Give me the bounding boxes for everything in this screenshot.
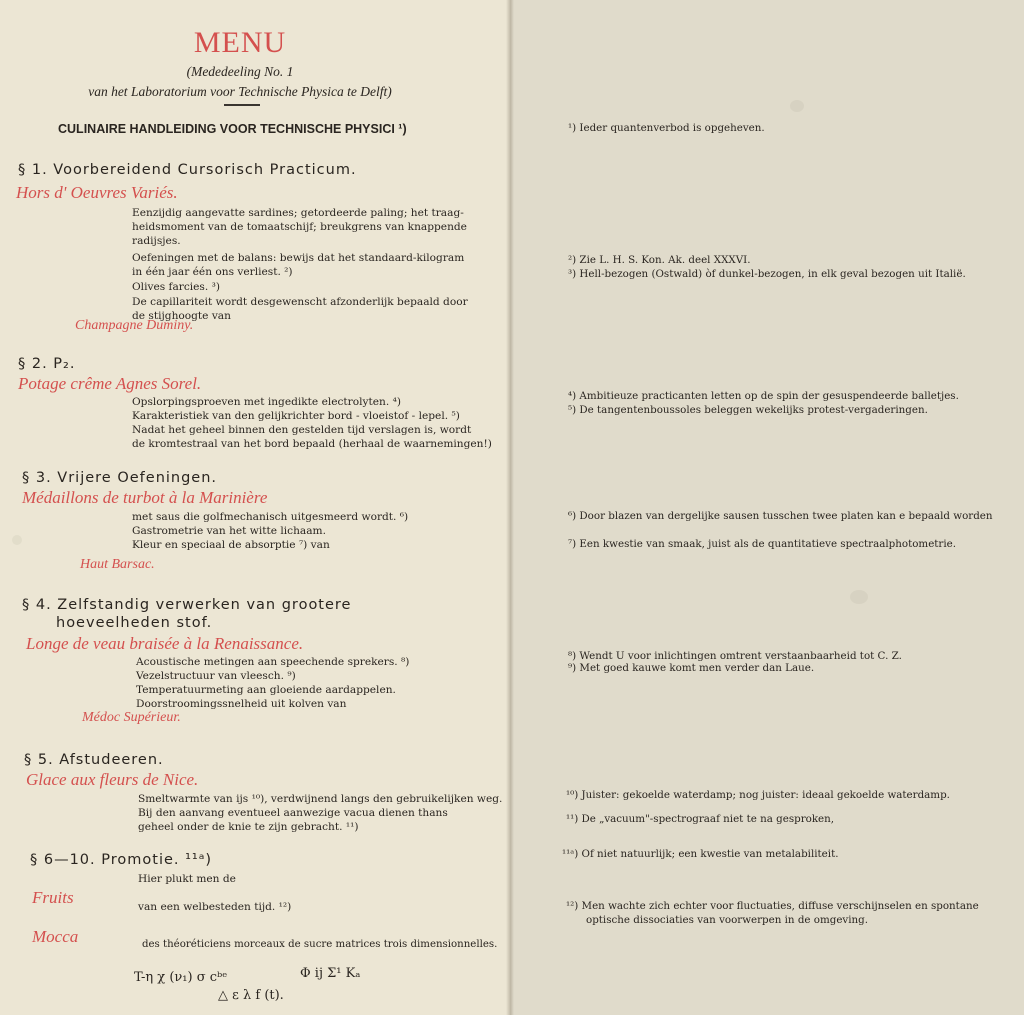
- section-1-heading: § 1. Voorbereidend Cursorisch Practicum.: [18, 162, 357, 178]
- section-4-dish: Longe de veau braisée à la Renaissance.: [26, 634, 304, 653]
- section-6-heading: § 6—10. Promotie. ¹¹ᵃ): [30, 852, 213, 868]
- text-line: Bij den aanvang eventueel aanwezige vacua dienen thans: [138, 807, 448, 819]
- footnote-7: ⁷) Een kwestie van smaak, juist als de quantitatieve spectraalphotometrie.: [568, 538, 957, 550]
- text-line: Nadat het geheel binnen den gestelden tijd verslagen is, wordt: [132, 424, 472, 436]
- footnote-8: ⁸) Wendt U voor inlichtingen omtrent verstaanbaarheid tot C. Z.: [568, 650, 902, 662]
- title-divider: [224, 104, 260, 106]
- menu-subtitle-line1: (Mededeeling No. 1: [186, 64, 294, 79]
- page-fold: [506, 0, 514, 1015]
- section-2-heading: § 2. P₂.: [18, 356, 76, 372]
- section-5-dish: Glace aux fleurs de Nice.: [26, 770, 199, 789]
- text-line: Eenzijdig aangevatte sardines; getordeerde paling; het traag-: [132, 207, 464, 219]
- text-line: Opslorpingsproeven met ingedikte electrolyten. ⁴): [132, 396, 401, 408]
- footnote-5: ⁵) De tangentenboussoles beleggen wekelijks protest-vergaderingen.: [568, 404, 928, 416]
- text-line: Karakteristiek van den gelijkrichter bord - vloeistof - lepel. ⁵): [132, 410, 460, 422]
- text-line: Smeltwarmte van ijs ¹⁰), verdwijnend langs den gebruikelijken weg.: [138, 793, 503, 805]
- section-6-dish-fruits: Fruits: [32, 888, 74, 907]
- section-6-line1: Hier plukt men de: [138, 873, 236, 885]
- footnote-1: ¹) Ieder quantenverbod is opgeheven.: [568, 122, 765, 134]
- section-1-wine: Champagne Duminy.: [75, 318, 194, 333]
- text-line: heidsmoment van de tomaatschijf; breukgrens van knappende: [132, 221, 467, 233]
- text-line: Vezelstructuur van vleesch. ⁹): [136, 670, 296, 682]
- text-line: Olives farcies. ³): [132, 281, 220, 293]
- menu-heading: CULINAIRE HANDLEIDING VOOR TECHNISCHE PHYSICI ¹): [58, 122, 407, 136]
- text-line: in één jaar één ons verliest. ²): [132, 266, 293, 278]
- text-line: Kleur en speciaal de absorptie ⁷) van: [132, 539, 330, 551]
- text-line: Gastrometrie van het witte lichaam.: [132, 525, 326, 537]
- formula-part3: △ ε λ f (t).: [218, 988, 284, 1003]
- section-5-heading: § 5. Afstudeeren.: [24, 752, 164, 768]
- paper-stain: [850, 590, 868, 604]
- section-3-dish: Médaillons de turbot à la Marinière: [22, 488, 268, 507]
- menu-title: MENU: [193, 26, 287, 59]
- footnote-6: ⁶) Door blazen van dergelijke sausen tusschen twee platen kan e bepaald worden: [568, 510, 993, 522]
- section-6-dish-mocca: Mocca: [32, 927, 79, 946]
- section-2-text: [132, 395, 492, 451]
- footnote-2: ²) Zie L. H. S. Kon. Ak. deel XXXVI.: [568, 254, 751, 266]
- footnote-9: ⁹) Met goed kauwe komt men verder dan Laue.: [568, 662, 815, 674]
- footnote-11: ¹¹) De „vacuum"-spectrograaf niet te na gesproken,: [566, 813, 835, 825]
- formula-part2: Φ ij Σ¹ Kₐ: [300, 966, 361, 981]
- text-line: Temperatuurmeting aan gloeiende aardappelen.: [136, 684, 396, 696]
- section-3-heading: § 3. Vrijere Oefeningen.: [22, 470, 218, 486]
- footnote-4: ⁴) Ambitieuze practicanten letten op de spin der gesuspendeerde balletjes.: [568, 390, 959, 402]
- section-6-line2: van een welbesteden tijd. ¹²): [138, 901, 292, 913]
- footnote-11a: ¹¹ᵃ) Of niet natuurlijk; een kwestie van metalabiliteit.: [562, 848, 839, 860]
- section-1-dish: Hors d' Oeuvres Variés.: [16, 183, 178, 202]
- right-page: [512, 0, 1024, 1015]
- section-6-line3: des théoréticiens morceaux de sucre matrices trois dimensionnelles.: [142, 939, 498, 950]
- section-3-text: [132, 510, 408, 552]
- section-2-dish: Potage crême Agnes Sorel.: [18, 374, 202, 393]
- section-4-wine: Médoc Supérieur.: [82, 710, 181, 725]
- text-line: radijsjes.: [132, 235, 181, 247]
- formula-part1: T-η χ (ν₁) σ cᵇᵉ: [134, 970, 228, 985]
- footnote-12-line1: ¹²) Men wachte zich echter voor fluctuaties, diffuse verschijnselen en spontane: [566, 900, 979, 912]
- section-1-text: [132, 206, 468, 323]
- text-line: Acoustische metingen aan speechende sprekers. ⁸): [136, 656, 410, 668]
- text-line: de kromtestraal van het bord bepaald (herhaal de waarnemingen!): [132, 438, 492, 450]
- section-4-text: [136, 655, 409, 711]
- footnote-12-line2: optische dissociaties van voorwerpen in de omgeving.: [586, 914, 869, 926]
- paper-stain: [790, 100, 804, 112]
- section-4-heading-line1: § 4. Zelfstandig verwerken van grootere: [22, 597, 352, 613]
- footnote-10: ¹⁰) Juister: gekoelde waterdamp; nog juister: ideaal gekoelde waterdamp.: [566, 789, 950, 801]
- paper-stain: [12, 535, 22, 545]
- menu-subtitle-line2: van het Laboratorium voor Technische Physica te Delft): [88, 84, 392, 99]
- text-line: met saus die golfmechanisch uitgesmeerd wordt. ⁶): [132, 511, 409, 523]
- text-line: geheel onder de knie te zijn gebracht. ¹¹): [138, 821, 359, 833]
- text-line: de stijghoogte van: [132, 310, 231, 322]
- footnote-3: ³) Hell-bezogen (Ostwald) òf dunkel-bezogen, in elk geval bezogen uit Italië.: [568, 268, 966, 280]
- section-4-heading-line2: hoeveelheden stof.: [56, 615, 213, 631]
- text-line: Doorstroomingssnelheid uit kolven van: [136, 698, 347, 710]
- text-line: De capillariteit wordt desgewenscht afzonderlijk bepaald door: [132, 296, 468, 308]
- section-5-text: [138, 792, 502, 834]
- section-3-wine: Haut Barsac.: [80, 557, 155, 572]
- text-line: Oefeningen met de balans: bewijs dat het standaard-kilogram: [132, 252, 465, 264]
